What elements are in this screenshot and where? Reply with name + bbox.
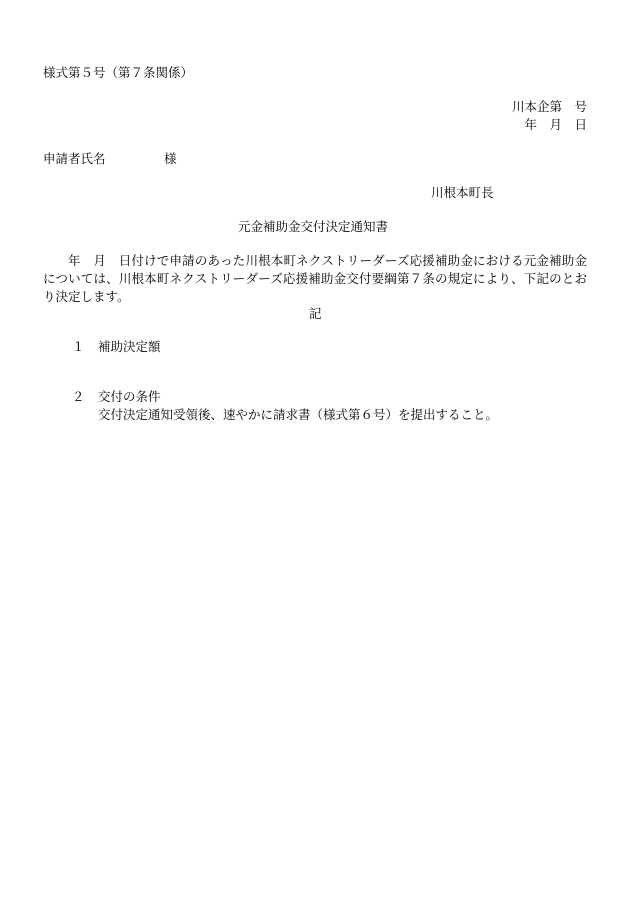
- item-detail: 交付決定通知受領後、速やかに請求書（様式第６号）を提出すること。: [98, 407, 499, 422]
- form-number: 様式第５号（第７条関係）: [43, 65, 194, 80]
- ki-mark: 記: [309, 306, 322, 321]
- sender-name: 川根本町長: [431, 185, 494, 200]
- document-title: 元金補助金交付決定通知書: [238, 219, 389, 234]
- item-label: 交付の条件: [98, 389, 161, 404]
- applicant-honorific: 様: [164, 151, 177, 166]
- issue-date: 年 月 日: [524, 117, 587, 132]
- item-number: ２: [72, 389, 85, 404]
- item-number: １: [72, 339, 85, 354]
- body-paragraph: 年 月 日付けで申請のあった川根本町ネクストリーダーズ応援補助金における元金補助金については、川根本町ネクストリーダーズ応援補助金交付要綱第７条の規定により、下記のとおり決定します。: [43, 253, 587, 304]
- item-label: 補助決定額: [98, 339, 161, 354]
- document-number: 川本企第 号: [511, 99, 587, 114]
- applicant-name-label: 申請者氏名: [43, 151, 106, 166]
